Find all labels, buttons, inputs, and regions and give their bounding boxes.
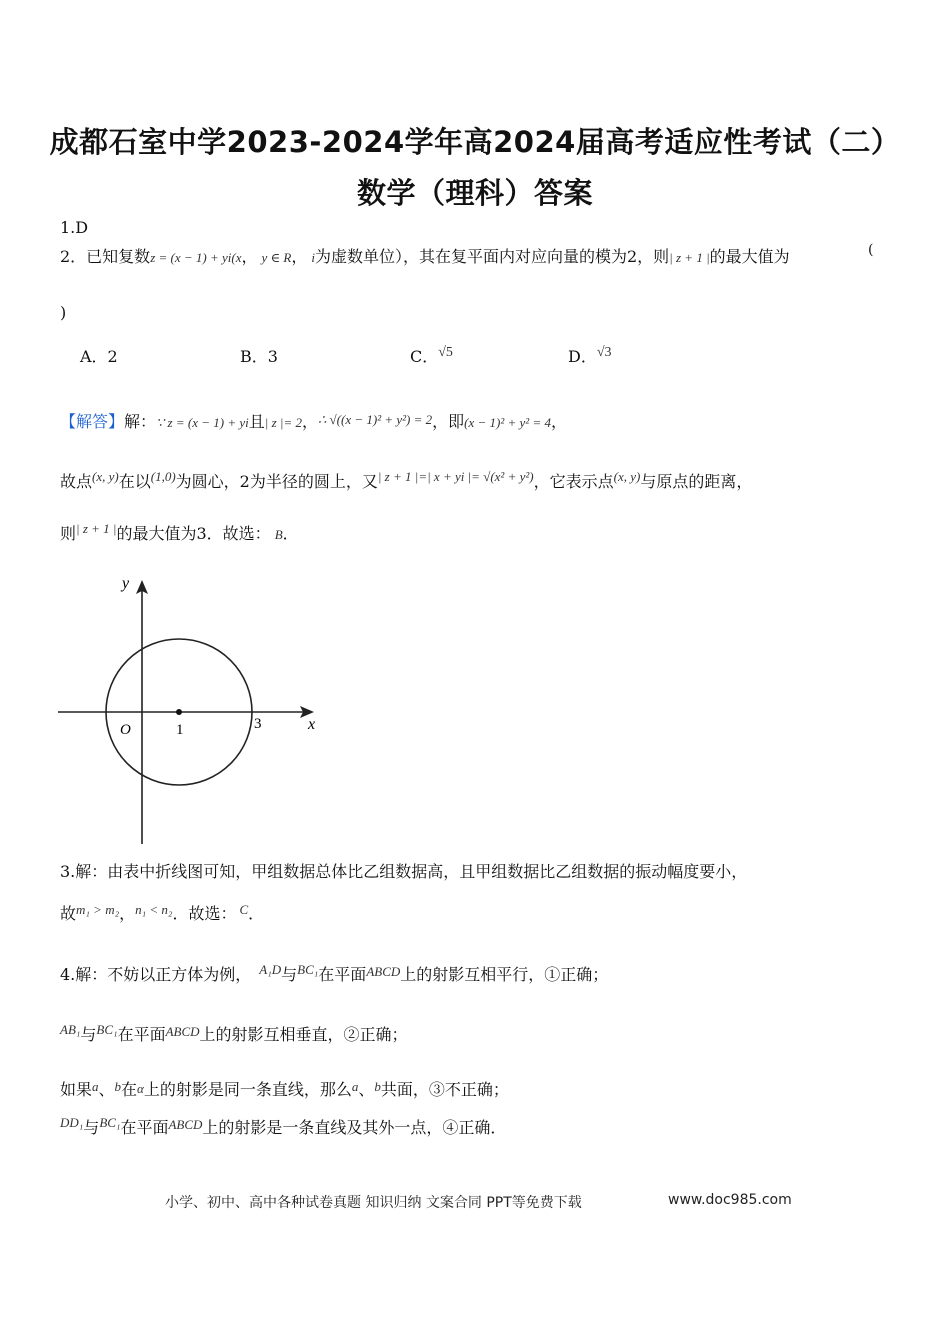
q3-line2: 故$^{m_1 > m_2}$，$^{n_1 < n_2}$．故选： $^C$． [60, 902, 265, 923]
sol2-math: B [274, 527, 283, 542]
q2-text: 为虚数单位），其在复平面内对应向量的模为2，则 [314, 247, 670, 266]
q3-math: n₁ < n₂ [135, 902, 173, 917]
q4-line1: 4.解：不妨以正方体为例， $^{A_1D}$与$^{BC_1}$在平面$^{ABCD}$上的射影互相平行，①正确； [60, 962, 609, 984]
q4-line3: 如果$^a$、$^b$在α上的射影是同一条直线，那么$^a$、$^b$共面，③不正确； [60, 1079, 509, 1099]
q2-comma: ， [241, 247, 258, 266]
option-c-math: √5 [438, 345, 453, 360]
q2-prefix: 2．已知复数 [60, 247, 151, 266]
q2-math-y: y ∈ R [261, 250, 292, 265]
q4-math: A₁D [259, 962, 282, 977]
q3-line1: 3.解：由表中折线图可知，甲组数据总体比乙组数据高，且甲组数据比乙组数据的振动幅度要小， [60, 862, 748, 881]
q4-math: a [92, 1079, 99, 1094]
answer-tag: 【解答】 [60, 412, 125, 431]
option-d-math: √3 [596, 345, 612, 360]
q2-text: 的最大值为 [709, 247, 790, 266]
option-c: C．√5 [410, 345, 453, 366]
q2-math-abs: | z + 1 | [669, 250, 710, 265]
q4-line4: $^{DD_1}$与$^{BC_1}$在平面$^{ABCD}$上的射影是一条直线及其外一点，④正确． [60, 1115, 507, 1137]
q4-math: DD₁ [60, 1115, 84, 1130]
q2-math-z: z = (x − 1) + yi(x [150, 250, 242, 265]
q4-math: AB₁ [60, 1022, 81, 1037]
solution2-line1: 【解答】解：∵ z = (x − 1) + yi且| z |= 2，∴ √((x − 1)² + y²) = 2，即(x − 1)² + y² = 4， [60, 412, 567, 431]
option-b: B．3 [240, 347, 278, 366]
q4-math: BC₁ [96, 1022, 118, 1037]
sol2-math: (x, y) [92, 469, 119, 484]
sol2-math: ∵ z = (x − 1) + yi [156, 415, 249, 430]
q4-line2: $^{AB_1}$与$^{BC_1}$在平面$^{ABCD}$上的射影互相垂直，②正确； [60, 1022, 408, 1044]
solution2-line2: 故点$^{(x, y)}$在以$^{(1,0)}$为圆心，2为半径的圆上，又$^{| z + 1 |=| x + yi |= √(x^2 + y^2)}$，它表示点$^{(x, y)}$与原点的距离， [60, 469, 753, 491]
page-title: 成都石室中学2023-2024学年高2024届高考适应性考试（二） [49, 125, 901, 159]
sol2-math: | z + 1 |=| x + yi |= √(x² + y²) [377, 469, 534, 484]
q4-math: BC₁ [297, 962, 319, 977]
q4-math: a [351, 1079, 359, 1094]
sol2-math: (x − 1)² + y² = 4 [464, 415, 551, 430]
x-label: x [308, 716, 316, 733]
footer-url[interactable]: www.doc985.com [668, 1192, 792, 1208]
q2-paren-close: ) [60, 303, 67, 322]
sol2-math: ∴ √((x − 1)² + y²) = 2 [318, 412, 433, 427]
sol2-math: (1,0) [150, 469, 176, 484]
q4-math: ABCD [168, 1117, 203, 1132]
q1-answer: 1.D [60, 218, 89, 237]
solution2-line3: 则$^{| z + 1 |}$的最大值为3．故选： B． [60, 521, 299, 543]
circle-center [176, 709, 182, 715]
q4-math: ABCD [366, 964, 401, 979]
q4-math: ABCD [165, 1024, 200, 1039]
center-label: 1 [176, 722, 184, 738]
q2-comma: ， [291, 247, 308, 266]
circle-figure [52, 568, 332, 850]
option-d: D．√3 [568, 345, 612, 366]
page-subtitle: 数学（理科）答案 [356, 176, 593, 210]
origin-label: O [120, 722, 131, 738]
q3-math: m₁ > m₂ [76, 902, 120, 917]
q2-math-i: i [311, 250, 315, 265]
q4-math: BC₁ [99, 1115, 121, 1130]
q4-math: b [114, 1079, 122, 1094]
q2-line [60, 247, 790, 268]
option-a: A．2 [80, 347, 118, 366]
q2-paren-open: ( [868, 242, 874, 258]
sol2-math: | z |= 2 [264, 415, 302, 430]
y-label: y [122, 575, 130, 592]
footer-text: 小学、初中、高中各种试卷真题 知识归纳 文案合同 PPT等免费下载 [165, 1195, 582, 1211]
q4-math: α [137, 1081, 144, 1096]
sol2-math: (x, y) [613, 469, 641, 484]
sol2-math: | z + 1 | [76, 521, 117, 536]
right-intercept-label: 3 [254, 716, 262, 732]
q3-math: C [239, 902, 249, 917]
q4-math: b [374, 1079, 381, 1094]
